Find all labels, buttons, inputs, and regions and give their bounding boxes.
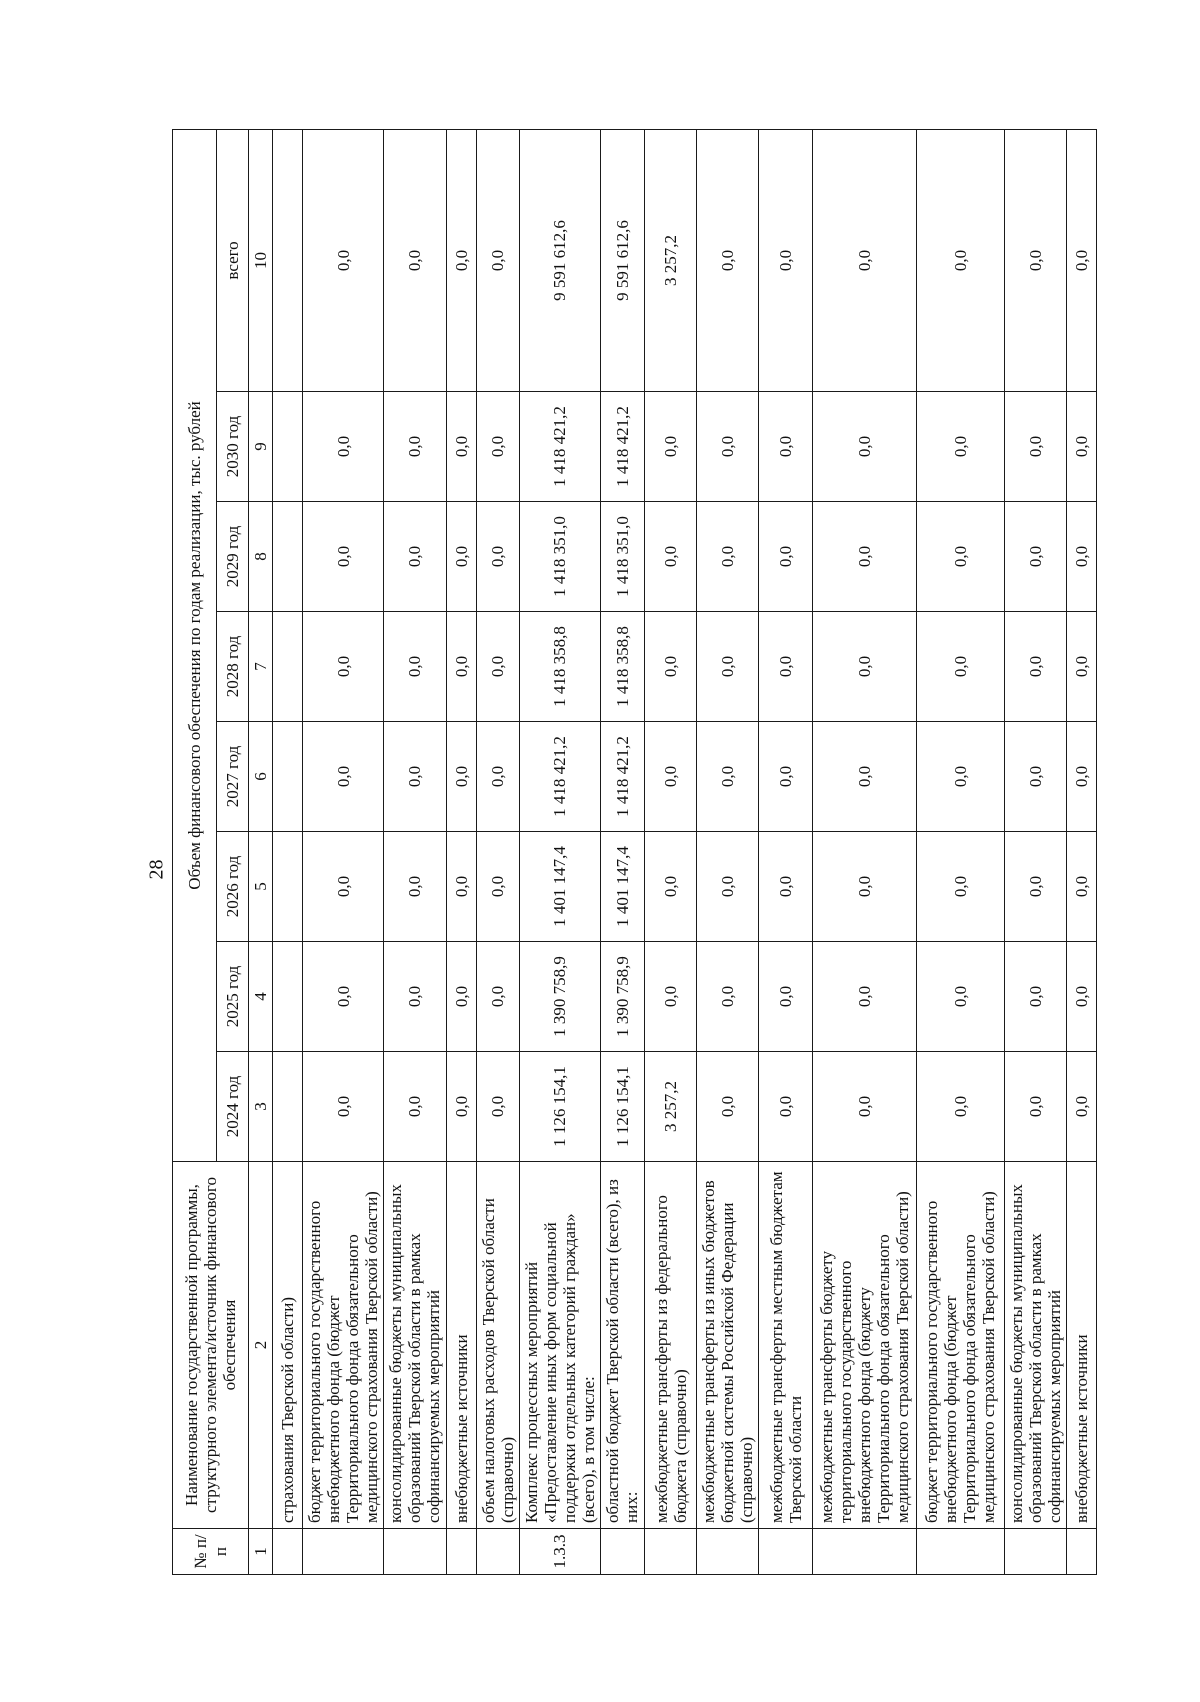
row-number [303,1529,384,1575]
column-number: 10 [249,129,273,391]
row-value: 0,0 [916,392,1004,502]
row-value: 0,0 [916,502,1004,612]
row-value: 1 418 358,8 [519,612,600,722]
row-value: 0,0 [813,722,916,832]
row-value: 1 401 147,4 [600,832,644,942]
row-value: 9 591 612,6 [600,129,644,391]
row-name: областной бюджет Тверской области (всего), из них: [600,1162,644,1529]
row-value: 0,0 [476,1052,519,1162]
row-value: 0,0 [446,1052,476,1162]
table-row [446,129,476,1574]
row-value: 0,0 [446,832,476,942]
header-year: 2025 год [217,942,249,1052]
row-name: страхования Тверской области) [273,1162,303,1529]
row-value: 0,0 [446,502,476,612]
table-row [916,129,1004,1574]
row-value [273,722,303,832]
row-name: бюджет территориального государственного внебюджетного фонда (бюджет Территориального фонда обязательного медицинского страхования Тверской области) [303,1162,384,1529]
table-row [519,129,600,1574]
row-number [697,1529,759,1575]
header-no: № п/п [173,1529,249,1575]
row-value: 1 390 758,9 [519,942,600,1052]
row-number [759,1529,813,1575]
row-value: 0,0 [446,612,476,722]
row-value: 0,0 [759,942,813,1052]
row-value: 0,0 [476,129,519,391]
row-value: 0,0 [446,392,476,502]
row-value: 0,0 [916,1052,1004,1162]
row-value: 0,0 [697,129,759,391]
row-value: 0,0 [446,129,476,391]
row-value: 0,0 [697,722,759,832]
row-value: 0,0 [759,612,813,722]
row-value: 0,0 [697,942,759,1052]
header-year: 2024 год [217,1052,249,1162]
row-value: 0,0 [1066,129,1096,391]
row-value: 0,0 [813,1052,916,1162]
row-value: 0,0 [1004,502,1066,612]
row-value: 0,0 [1066,1052,1096,1162]
row-value: 0,0 [1004,612,1066,722]
row-value: 0,0 [645,502,697,612]
row-value: 0,0 [384,942,446,1052]
row-name: межбюджетные трансферты из иных бюджетов бюджетной системы Российской Федерации (справочно) [697,1162,759,1529]
row-name: внебюджетные источники [446,1162,476,1529]
row-value: 1 418 421,2 [519,722,600,832]
row-value: 0,0 [645,722,697,832]
row-value [273,832,303,942]
page-number: 28 [145,859,168,880]
row-value: 9 591 612,6 [519,129,600,391]
row-name: консолидированные бюджеты муниципальных образований Тверской области в рамках софинансируемых мероприятий [1004,1162,1066,1529]
row-value: 0,0 [1004,129,1066,391]
row-value: 0,0 [759,722,813,832]
row-value [273,612,303,722]
row-value: 0,0 [1066,612,1096,722]
table-row [273,129,303,1574]
table-row [600,129,644,1574]
column-number: 8 [249,502,273,612]
row-number [446,1529,476,1575]
row-value: 0,0 [384,392,446,502]
row-value: 0,0 [1004,832,1066,942]
row-value: 0,0 [813,832,916,942]
row-value: 0,0 [1066,832,1096,942]
row-value: 0,0 [476,722,519,832]
financing-table [172,129,1097,1575]
header-row-1 [173,129,217,1574]
row-value: 1 401 147,4 [519,832,600,942]
row-value [273,942,303,1052]
row-value [273,502,303,612]
row-value: 0,0 [303,612,384,722]
row-value: 0,0 [916,612,1004,722]
row-value: 0,0 [1066,942,1096,1052]
row-value [273,392,303,502]
row-number: 1.3.3 [519,1529,600,1575]
row-value: 0,0 [813,612,916,722]
row-value: 0,0 [446,942,476,1052]
row-value: 0,0 [384,502,446,612]
row-name: объем налоговых расходов Тверской области (справочно) [476,1162,519,1529]
row-value: 0,0 [1004,722,1066,832]
row-value: 0,0 [645,612,697,722]
row-value: 0,0 [303,129,384,391]
row-value: 0,0 [916,942,1004,1052]
row-value [273,129,303,391]
row-value: 0,0 [1004,1052,1066,1162]
row-value: 0,0 [384,129,446,391]
row-name: консолидированные бюджеты муниципальных образований Тверской области в рамках софинансируемых мероприятий [384,1162,446,1529]
row-number [384,1529,446,1575]
row-value: 0,0 [916,129,1004,391]
header-year: 2029 год [217,502,249,612]
row-value: 0,0 [916,832,1004,942]
row-value: 0,0 [759,1052,813,1162]
table-row [1004,129,1066,1574]
header-volume: Объем финансового обеспечения по годам реализации, тыс. рублей [173,129,217,1161]
column-number: 3 [249,1052,273,1162]
header-year: 2028 год [217,612,249,722]
header-year: 2027 год [217,722,249,832]
row-number [273,1529,303,1575]
row-value: 0,0 [476,612,519,722]
table-row [813,129,916,1574]
column-number: 4 [249,942,273,1052]
row-value: 0,0 [476,942,519,1052]
row-value: 0,0 [813,942,916,1052]
row-value: 0,0 [476,502,519,612]
column-numbers-row [249,129,273,1574]
row-number [1066,1529,1096,1575]
row-name: Комплекс процессных мероприятий «Предоставление иных форм социальной поддержки отдельных категорий граждан» (всего), в том числе: [519,1162,600,1529]
table-row [384,129,446,1574]
table-row [759,129,813,1574]
header-year: 2030 год [217,392,249,502]
row-value: 0,0 [697,502,759,612]
row-name: бюджет территориального государственного внебюджетного фонда (бюджет Территориального фонда обязательного медицинского страхования Тверской области) [916,1162,1004,1529]
rotated-page-content [172,130,1097,1575]
row-value: 0,0 [1066,392,1096,502]
row-value: 1 126 154,1 [519,1052,600,1162]
row-value: 0,0 [476,832,519,942]
row-value: 0,0 [697,1052,759,1162]
column-number: 6 [249,722,273,832]
row-number [916,1529,1004,1575]
row-value: 1 418 358,8 [600,612,644,722]
row-value: 0,0 [1004,942,1066,1052]
row-value: 0,0 [645,832,697,942]
row-value: 0,0 [384,722,446,832]
row-value: 0,0 [303,1052,384,1162]
row-value: 0,0 [1066,722,1096,832]
row-value: 1 418 421,2 [519,392,600,502]
header-name: Наименование государственной программы, структурного элемента/источник финансового обеспечения [173,1162,249,1529]
row-value: 0,0 [759,832,813,942]
row-number [1004,1529,1066,1575]
row-value: 0,0 [759,392,813,502]
row-name: межбюджетные трансферты бюджету территориального государственного внебюджетного фонда (бюджету Территориального фонда обязательного медицинского страхования Тверской области) [813,1162,916,1529]
row-value: 0,0 [303,392,384,502]
row-value: 0,0 [813,502,916,612]
row-value: 1 390 758,9 [600,942,644,1052]
table-row [303,129,384,1574]
row-value: 0,0 [759,502,813,612]
table-row [645,129,697,1574]
row-value: 3 257,2 [645,129,697,391]
row-name: внебюджетные источники [1066,1162,1096,1529]
row-value [273,1052,303,1162]
row-value: 0,0 [813,392,916,502]
column-number: 1 [249,1529,273,1575]
row-value: 0,0 [446,722,476,832]
row-value: 0,0 [476,392,519,502]
row-value: 3 257,2 [645,1052,697,1162]
row-value: 0,0 [303,722,384,832]
row-value: 0,0 [384,612,446,722]
row-value: 0,0 [303,942,384,1052]
header-total: всего [217,129,249,391]
row-number [813,1529,916,1575]
row-value: 1 418 421,2 [600,392,644,502]
row-value: 0,0 [384,832,446,942]
table-row [697,129,759,1574]
row-value: 0,0 [813,129,916,391]
row-value: 0,0 [1004,392,1066,502]
row-value: 0,0 [697,392,759,502]
row-value: 0,0 [759,129,813,391]
row-name: межбюджетные трансферты из федерального бюджета (справочно) [645,1162,697,1529]
row-name: межбюджетные трансферты местным бюджетам Тверской области [759,1162,813,1529]
row-value: 0,0 [916,722,1004,832]
row-value: 0,0 [303,832,384,942]
row-value: 1 418 351,0 [600,502,644,612]
row-value: 0,0 [697,832,759,942]
row-value: 0,0 [645,392,697,502]
column-number: 9 [249,392,273,502]
row-value: 0,0 [697,612,759,722]
column-number: 5 [249,832,273,942]
table-row [476,129,519,1574]
row-value: 0,0 [384,1052,446,1162]
header-year: 2026 год [217,832,249,942]
row-value: 1 418 421,2 [600,722,644,832]
row-value: 0,0 [303,502,384,612]
row-value: 0,0 [645,942,697,1052]
table-row [1066,129,1096,1574]
column-number: 2 [249,1162,273,1529]
row-number [645,1529,697,1575]
row-value: 0,0 [1066,502,1096,612]
row-value: 1 418 351,0 [519,502,600,612]
row-value: 1 126 154,1 [600,1052,644,1162]
row-number [476,1529,519,1575]
row-number [600,1529,644,1575]
column-number: 7 [249,612,273,722]
